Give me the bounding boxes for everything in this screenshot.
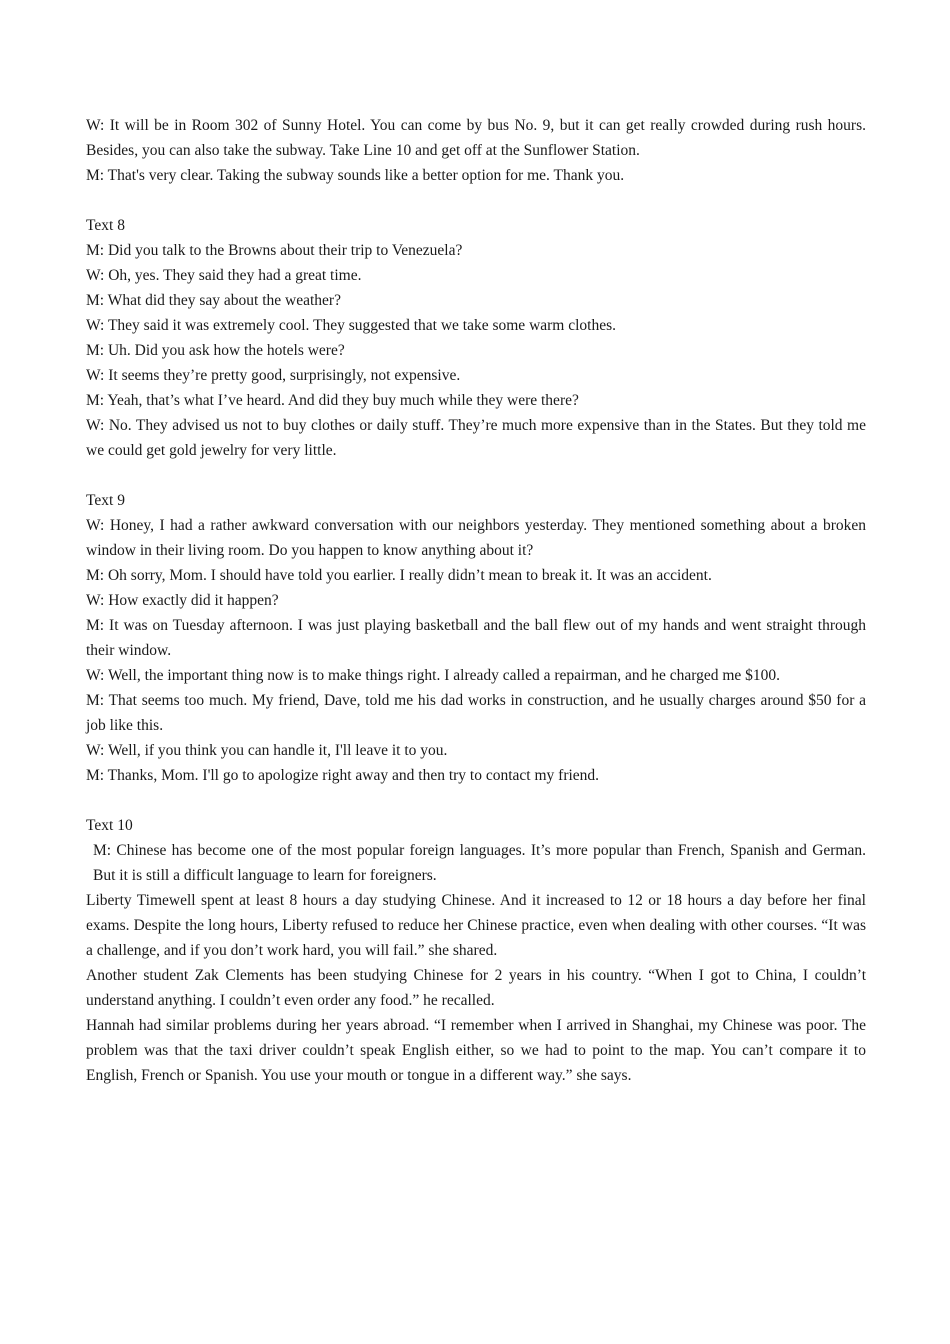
passage-paragraph: Another student Zak Clements has been studying Chinese for 2 years in his country. “When I got to China, I couldn’t understand anything. I couldn’t even order any food.” he recalled.: [86, 967, 866, 1009]
section-heading: Text 10: [86, 817, 133, 834]
dialogue-line: M: That's very clear. Taking the subway sounds like a better option for me. Thank you.: [86, 167, 625, 184]
passage-paragraph: Hannah had similar problems during her years abroad. “I remember when I arrived in Shanghai, my Chinese was poor. The problem was that the taxi driver couldn’t speak English either, so we had to point to the map. You can’t compare it to English, French or Spanish. You use your mouth or tongue in a different way.” she says.: [86, 1017, 866, 1084]
dialogue-line: M: Did you talk to the Browns about their trip to Venezuela?: [86, 242, 463, 259]
dialogue-line: M: Yeah, that’s what I’ve heard. And did they buy much while they were there?: [86, 392, 579, 409]
section-divider: [86, 788, 866, 813]
transcript-page: [86, 113, 866, 1088]
section-heading: Text 9: [86, 492, 125, 509]
passage-paragraph: M: Chinese has become one of the most popular foreign languages. It’s more popular than French, Spanish and German. But it is still a difficult language to learn for foreigners.: [93, 842, 866, 884]
dialogue-line: W: It will be in Room 302 of Sunny Hotel. You can come by bus No. 9, but it can get really crowded during rush hours. Besides, you can also take the subway. Take Line 10 and get off at the Sunflower Station.: [86, 117, 866, 159]
dialogue-line: W: They said it was extremely cool. They suggested that we take some warm clothes.: [86, 317, 617, 334]
section-divider: [86, 463, 866, 488]
dialogue-line: W: Oh, yes. They said they had a great time.: [86, 267, 362, 284]
dialogue-line: W: Honey, I had a rather awkward conversation with our neighbors yesterday. They mentioned something about a broken window in their living room. Do you happen to know anything about it?: [86, 517, 866, 559]
intro-section: [86, 113, 866, 188]
dialogue-line: W: How exactly did it happen?: [86, 592, 279, 609]
dialogue-line: M: Thanks, Mom. I'll go to apologize right away and then try to contact my friend.: [86, 767, 600, 784]
dialogue-line: M: That seems too much. My friend, Dave, told me his dad works in construction, and he usually charges around $50 for a job like this.: [86, 692, 866, 734]
section-divider: [86, 188, 866, 213]
text-10-section: [86, 813, 866, 1088]
passage-paragraph: Liberty Timewell spent at least 8 hours a day studying Chinese. And it increased to 12 or 18 hours a day before her final exams. Despite the long hours, Liberty refused to reduce her Chinese practice, even when dealing with other courses. “It was a challenge, and if you don’t work hard, you will fail.” she shared.: [86, 892, 866, 959]
dialogue-line: W: Well, the important thing now is to make things right. I already called a repairman, and he charged me $100.: [86, 667, 781, 684]
dialogue-line: M: Uh. Did you ask how the hotels were?: [86, 342, 345, 359]
dialogue-line: W: It seems they’re pretty good, surprisingly, not expensive.: [86, 367, 461, 384]
text-9-section: [86, 488, 866, 788]
dialogue-line: W: No. They advised us not to buy clothes or daily stuff. They’re much more expensive than in the States. But they told me we could get gold jewelry for very little.: [86, 417, 866, 459]
dialogue-line: W: Well, if you think you can handle it, I'll leave it to you.: [86, 742, 448, 759]
dialogue-line: M: It was on Tuesday afternoon. I was just playing basketball and the ball flew out of my hands and went straight through their window.: [86, 617, 866, 659]
dialogue-line: M: What did they say about the weather?: [86, 292, 341, 309]
section-heading: Text 8: [86, 217, 125, 234]
dialogue-line: M: Oh sorry, Mom. I should have told you earlier. I really didn’t mean to break it. It was an accident.: [86, 567, 712, 584]
text-8-section: [86, 213, 866, 463]
